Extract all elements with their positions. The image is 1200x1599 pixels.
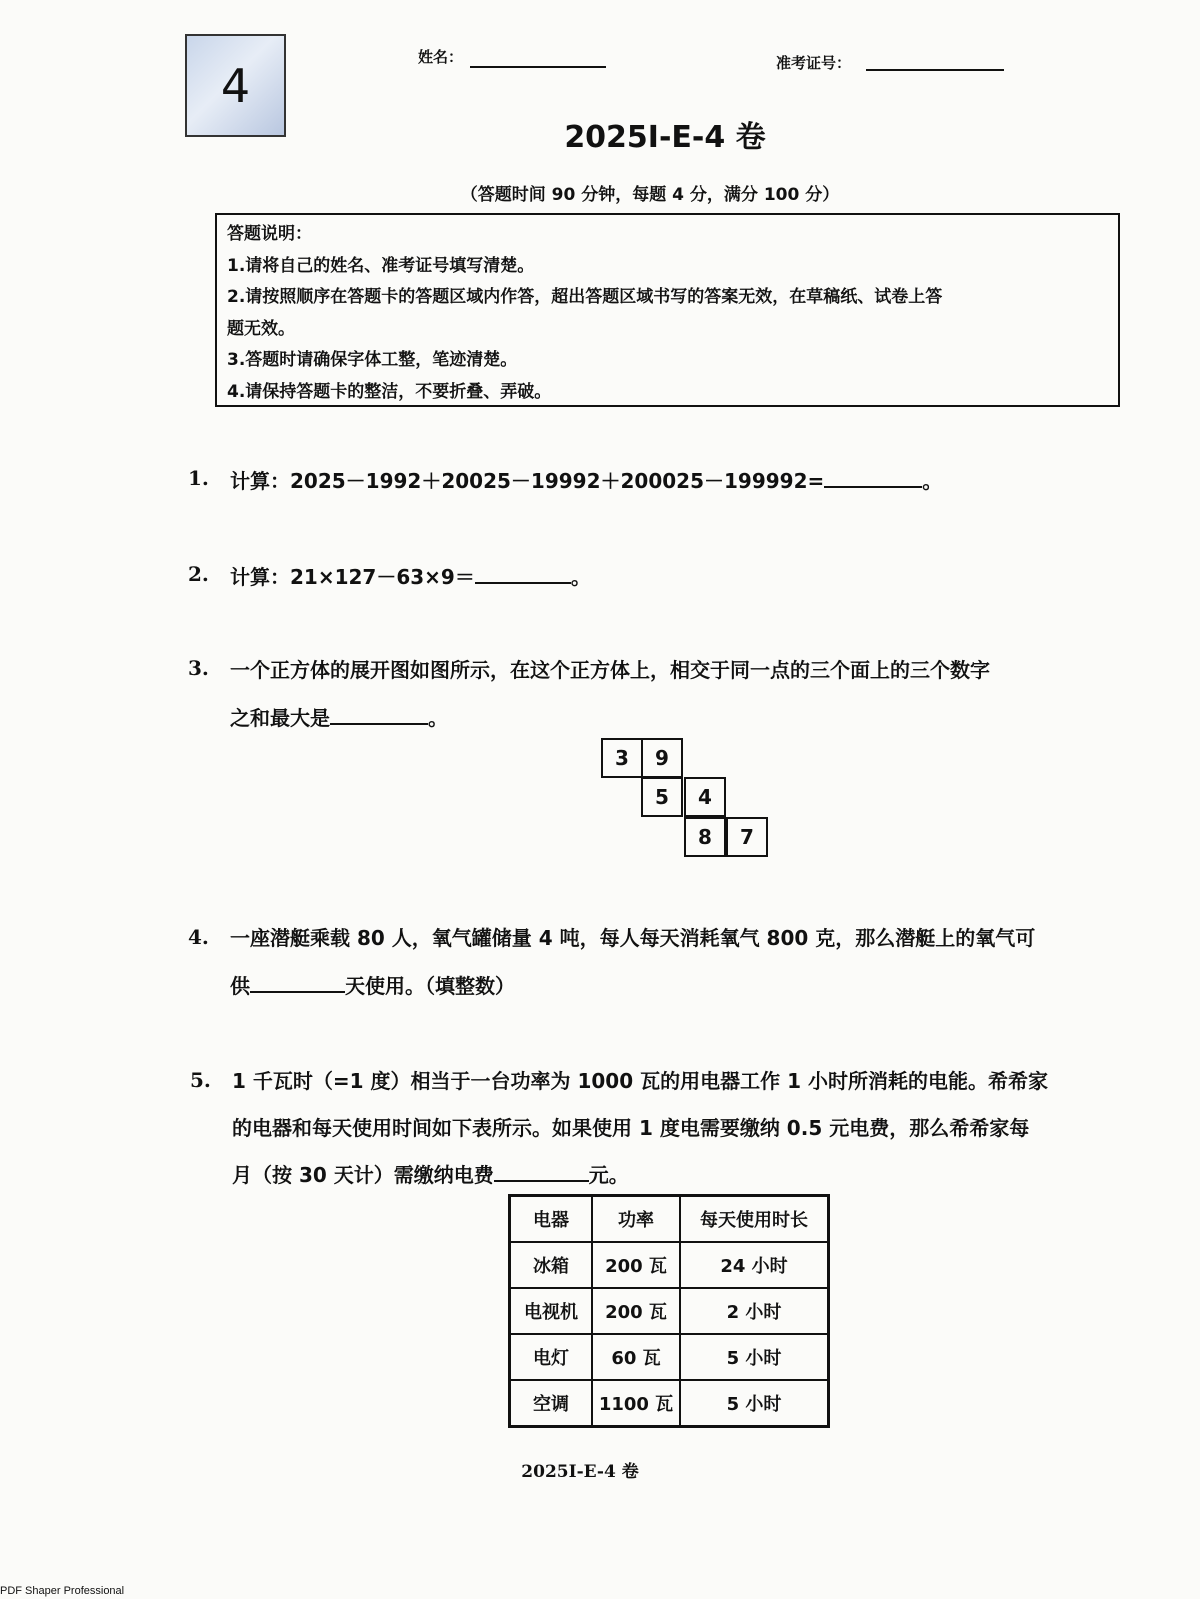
- paper-title: 2025I-E-4 卷: [564, 120, 766, 155]
- question-1-end: 。: [922, 469, 943, 493]
- question-5-line-2: 的电器和每天使用时间如下表所示。如果使用 1 度电需要缴纳 0.5 元电费，那么希希家每: [232, 1116, 1030, 1140]
- table-cell: 60 瓦: [592, 1334, 680, 1380]
- question-5-text: 月（按 30 天计）需缴纳电费: [232, 1163, 494, 1187]
- table-header-cell: 功率: [592, 1196, 680, 1243]
- instruction-item: 1.请将自己的姓名、准考证号填写清楚。: [227, 255, 535, 276]
- question-1: [230, 465, 942, 494]
- table-cell: 空调: [510, 1380, 593, 1427]
- table-cell: 2 小时: [680, 1288, 829, 1334]
- question-3-number: 3.: [188, 656, 209, 680]
- question-1-text: 计算：2025－1992＋20025－19992＋200025－199992=: [230, 469, 825, 493]
- question-2: [230, 561, 591, 590]
- question-5-answer-blank[interactable]: [494, 1160, 589, 1182]
- question-4-line-2: [230, 970, 515, 999]
- table-cell: 5 小时: [680, 1334, 829, 1380]
- table-cell: 200 瓦: [592, 1288, 680, 1334]
- table-row: [510, 1288, 829, 1334]
- question-3-text: 之和最大是: [230, 706, 330, 730]
- question-2-end: 。: [570, 565, 591, 589]
- instruction-item: 2.请按照顺序在答题卡的答题区域内作答，超出答题区域书写的答案无效，在草稿纸、试卷上答: [227, 287, 943, 307]
- net-face: 8: [684, 817, 726, 857]
- appliance-table: [508, 1194, 830, 1428]
- question-4-answer-blank[interactable]: [250, 971, 345, 993]
- exam-id-field[interactable]: [866, 69, 1004, 71]
- question-2-answer-blank[interactable]: [475, 562, 571, 584]
- question-2-number: 2.: [188, 562, 209, 586]
- producer-watermark: PDF Shaper Professional: [0, 1585, 125, 1597]
- question-5-text-end: 元。: [588, 1163, 629, 1187]
- table-cell: 1100 瓦: [592, 1380, 680, 1427]
- question-4-text-end: 天使用。（填整数）: [345, 974, 515, 998]
- question-3-answer-blank[interactable]: [330, 703, 428, 725]
- table-header-row: [510, 1196, 829, 1243]
- question-3-end: 。: [428, 706, 448, 730]
- net-face: 9: [641, 738, 683, 778]
- table-row: [510, 1334, 829, 1380]
- table-cell: 电灯: [510, 1334, 593, 1380]
- net-face: 7: [726, 817, 768, 857]
- question-4-line-1: 一座潜艇乘载 80 人，氧气罐储量 4 吨，每人每天消耗氧气 800 克，那么潜艇上的氧气可: [230, 926, 1036, 950]
- question-5-number: 5.: [190, 1068, 211, 1092]
- paper-number: 4: [220, 58, 251, 113]
- table-row: [510, 1380, 829, 1427]
- paper-subtitle: （答题时间 90 分钟，每题 4 分，满分 100 分）: [460, 185, 840, 205]
- question-3-line-2: [230, 702, 448, 731]
- instructions-heading: 答题说明：: [227, 224, 312, 244]
- exam-id-label: 准考证号：: [776, 54, 852, 72]
- question-2-text: 计算：21×127－63×9＝: [230, 565, 475, 589]
- table-cell: 冰箱: [510, 1242, 593, 1288]
- net-face: 5: [641, 777, 683, 817]
- instructions-box: [215, 213, 1120, 407]
- question-4-text: 供: [230, 974, 250, 998]
- net-face: 4: [684, 777, 726, 817]
- table-cell: 5 小时: [680, 1380, 829, 1427]
- name-field[interactable]: [470, 66, 606, 68]
- table-row: [510, 1242, 829, 1288]
- question-5-line-1: 1 千瓦时（=1 度）相当于一台功率为 1000 瓦的用电器工作 1 小时所消耗的电能。希希家: [232, 1069, 1048, 1093]
- instruction-item: 题无效。: [227, 318, 295, 339]
- question-3-line-1: 一个正方体的展开图如图所示，在这个正方体上，相交于同一点的三个面上的三个数字: [230, 658, 990, 682]
- page-footer: 2025I-E-4 卷: [521, 1462, 639, 1482]
- table-cell: 200 瓦: [592, 1242, 680, 1288]
- table-header-cell: 电器: [510, 1196, 593, 1243]
- instruction-item: 4.请保持答题卡的整洁，不要折叠、弄破。: [227, 381, 552, 402]
- question-5-line-3: [232, 1159, 629, 1188]
- table-cell: 电视机: [510, 1288, 593, 1334]
- instruction-item: 3.答题时请确保字体工整，笔迹清楚。: [227, 350, 518, 370]
- table-header-cell: 每天使用时长: [680, 1196, 829, 1243]
- question-1-number: 1.: [188, 466, 209, 490]
- net-face: 3: [601, 738, 643, 778]
- name-label: 姓名：: [418, 48, 464, 66]
- table-cell: 24 小时: [680, 1242, 829, 1288]
- question-4-number: 4.: [188, 925, 209, 949]
- question-1-answer-blank[interactable]: [824, 466, 922, 488]
